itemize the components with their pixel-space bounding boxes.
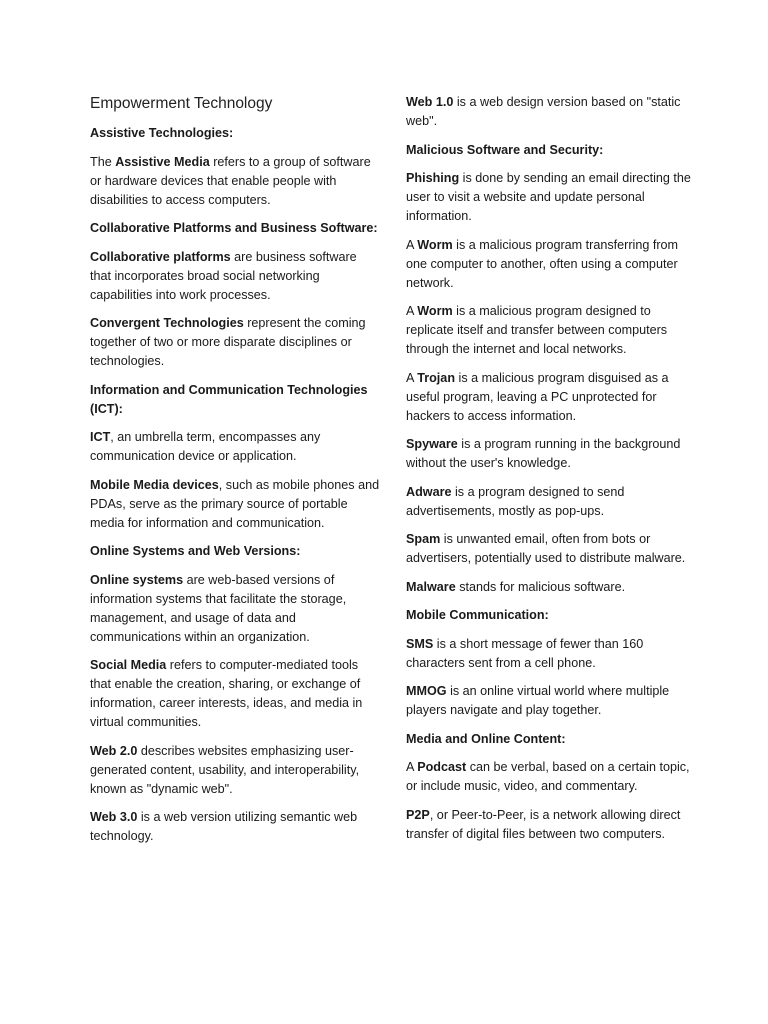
definition-text: can be verbal, based on a certain topic, or include music, video, and commentary. xyxy=(406,760,690,793)
definition-paragraph xyxy=(90,248,380,305)
definition-text: is unwanted email, often from bots or advertisers, potentially used to distribute malware. xyxy=(406,532,686,565)
term: Convergent Technologies xyxy=(90,316,244,330)
definition-paragraph xyxy=(406,758,691,796)
definition-text: is an online virtual world where multiple players navigate and play together. xyxy=(406,684,670,717)
definition-text: is done by sending an email directing the user to visit a website and update personal information. xyxy=(406,171,691,223)
term: Worm xyxy=(417,304,453,318)
definition-paragraph xyxy=(90,428,380,466)
term: Web 2.0 xyxy=(90,743,138,758)
definition-paragraph xyxy=(406,169,691,226)
definition-text: are web-based versions of information systems that facilitate the storage, management, and usage of data and communications within an organization. xyxy=(90,572,347,644)
definition-paragraph xyxy=(406,578,691,597)
definition-paragraph xyxy=(406,236,691,293)
term: Adware xyxy=(406,484,452,499)
definition-paragraph xyxy=(90,314,380,371)
definition-text: refers to a group of software or hardware devices that enable people with disabilities to access computers. xyxy=(90,154,371,207)
paragraph-prefix: A xyxy=(406,237,418,252)
term: SMS xyxy=(406,636,434,651)
definition-text: is a malicious program disguised as a useful program, leaving a PC unprotected for hackers to access information. xyxy=(406,370,669,423)
section-heading: Information and Communication Technologies (ICT): xyxy=(90,382,368,416)
definition-paragraph xyxy=(90,476,380,533)
term: Online systems xyxy=(90,572,184,587)
term: Web 3.0 xyxy=(90,810,138,824)
document-title: Empowerment Technology xyxy=(90,95,273,112)
definition-text: is a web version utilizing semantic web technology. xyxy=(90,810,358,843)
term: Assistive Media xyxy=(115,154,210,169)
term: Trojan xyxy=(417,370,456,385)
definition-paragraph xyxy=(406,302,691,359)
term: P2P xyxy=(406,807,430,822)
term: Mobile Media devices xyxy=(90,477,219,492)
term: Phishing xyxy=(406,171,460,185)
definition-paragraph xyxy=(406,530,691,568)
definition-text: refers to computer-mediated tools that enable the creation, sharing, or exchange of information, career interests, ideas, and media in virtual communities. xyxy=(90,658,363,729)
section-heading: Online Systems and Web Versions: xyxy=(90,544,301,558)
section-heading: Collaborative Platforms and Business Software: xyxy=(90,221,378,235)
definition-text: are business software that incorporates broad social networking capabilities into work processes. xyxy=(90,249,357,302)
right-column xyxy=(406,93,691,853)
term: Podcast xyxy=(417,760,467,774)
section-heading: Mobile Communication: xyxy=(406,608,549,622)
definition-text: describes websites emphasizing user-generated content, usability, and interoperability, known as "dynamic web". xyxy=(90,743,360,796)
definition-paragraph xyxy=(406,483,691,521)
paragraph-prefix: A xyxy=(406,304,418,318)
definition-text: is a program designed to send advertisements, mostly as pop-ups. xyxy=(406,484,625,518)
term: Spam xyxy=(406,532,441,546)
definition-text: stands for malicious software. xyxy=(455,579,626,594)
definition-paragraph xyxy=(406,435,691,473)
paragraph-prefix: The xyxy=(90,154,116,169)
definition-text: , an umbrella term, encompasses any communication device or application. xyxy=(90,430,321,463)
definition-text: is a short message of fewer than 160 characters sent from a cell phone. xyxy=(406,636,644,670)
definition-paragraph xyxy=(90,656,380,732)
definition-paragraph xyxy=(90,153,380,210)
term: Web 1.0 xyxy=(406,95,454,109)
term: Spyware xyxy=(406,437,458,451)
section-heading: Malicious Software and Security: xyxy=(406,142,604,157)
definition-text: , such as mobile phones and PDAs, serve as the primary source of portable media for information and communication. xyxy=(90,477,380,530)
definition-text: is a malicious program designed to replicate itself and transfer between computers through the internet and local networks. xyxy=(406,304,668,356)
definition-text: is a program running in the background without the user's knowledge. xyxy=(406,437,681,470)
definition-text: represent the coming together of two or more disparate disciplines or technologies. xyxy=(90,316,366,368)
paragraph-prefix: A xyxy=(406,760,418,774)
definition-text: is a malicious program transferring from one computer to another, often using a computer network. xyxy=(406,237,679,290)
term: Malware xyxy=(406,579,456,594)
definition-paragraph xyxy=(406,369,691,426)
left-column xyxy=(90,93,380,856)
section-heading: Media and Online Content: xyxy=(406,731,566,746)
definition-paragraph xyxy=(406,635,691,673)
definition-paragraph xyxy=(406,93,691,131)
section-heading: Assistive Technologies: xyxy=(90,126,234,140)
term: Worm xyxy=(417,237,453,252)
definition-paragraph xyxy=(90,742,380,799)
term: MMOG xyxy=(406,684,447,698)
definition-paragraph xyxy=(90,571,380,647)
definition-text: is a web design version based on "static web". xyxy=(406,95,681,128)
definition-text: , or Peer-to-Peer, is a network allowing direct transfer of digital files between two computers. xyxy=(406,807,681,841)
term: Collaborative platforms xyxy=(90,249,231,264)
term: ICT xyxy=(90,430,111,444)
definition-paragraph xyxy=(406,682,691,720)
term: Social Media xyxy=(90,658,167,672)
paragraph-prefix: A xyxy=(406,370,418,385)
definition-paragraph xyxy=(406,806,691,844)
definition-paragraph xyxy=(90,808,380,846)
